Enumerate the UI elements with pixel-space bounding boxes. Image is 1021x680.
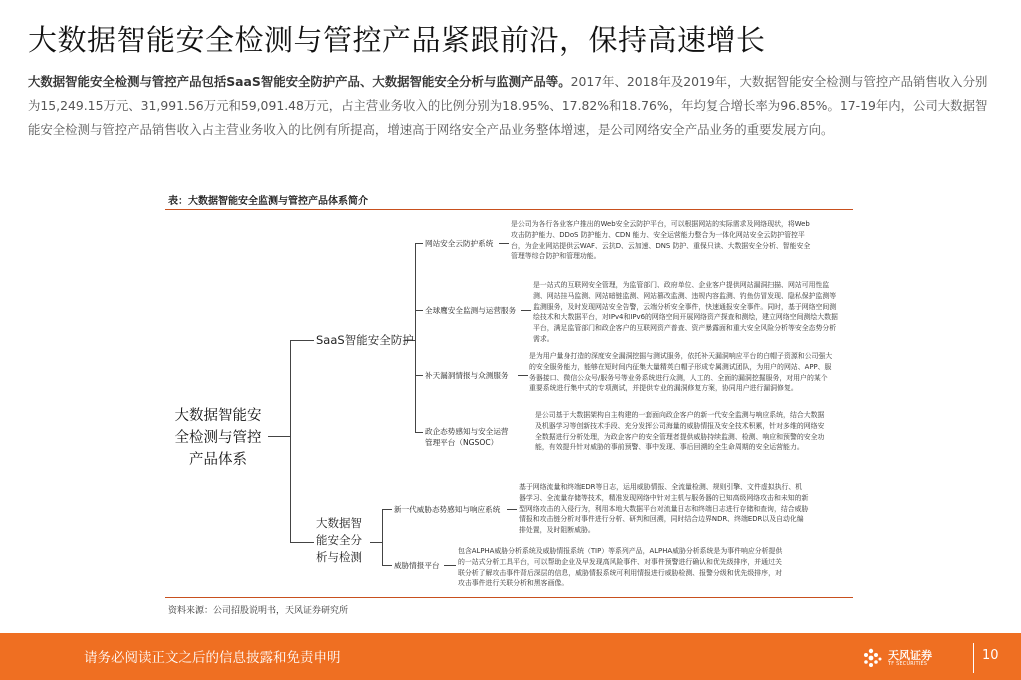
table-bottom-rule [165,597,853,598]
table-title: 表：大数据智能安全监测与管控产品体系简介 [168,196,368,207]
intro-paragraph [28,70,996,142]
table-top-rule [165,209,853,210]
desc-ngsoc: 是公司基于大数据架构自主构建的一套面向政企客户的新一代安全监测与响应系统，结合大数据及机器学习等创新技术手段、充分发挥公司海量的威胁情报及安全技术积累，针对多维的网络安全数据进行分析处理，为政企客户的安全管理者提供威胁持续监测、检测、响应和预警的安全功能，有效提升针对威胁的事前预警、事中发现、事后回溯的全生命周期的安全运营能力。 [535,411,825,452]
item-web-cloud-protection: 网站安全云防护系统 [425,239,494,248]
item-butian: 补天漏洞情报与众测服务 [425,371,509,380]
desc-global-eagle: 是一站式的互联网安全管理，为监管部门、政府单位、企业客户提供网站漏洞扫描、网站可用性监测、网站挂马监测、网站暗链监测、网站篡改监测、违规内容监测、钓鱼仿冒发现、隐私保护监测等监测服务，及时发现网站安全告警，云端分析安全事件，快速通报安全事件。同时，基于网络空间测绘技术和大数据平台，对IPv4和IPv6的网络空间开展网络资产探查和测绘，建立网络空间测绘大数据平台，满足监管部门和政企客户的互联网资产普查、资产暴露面和重大安全风险分析等安全态势分析需求。 [533,281,838,343]
intro-body: 2017年、2018年及2019年，大数据智能安全检测与管控产品销售收入分别为15,249.15万元、31,991.56万元和59,091.48万元，占主营业务收入的比例分别为18.95%、17.82%和18.76%，年均复合增长率为96.85%。17-19年内，公司大数据智能安全检测与管控产品销售收入占主营业务收入的比例有所提高，增速高于网络安全产品业务整体增速，是公司网络安全产品业务的重要发展方向。 [28,74,988,137]
desc-threat-awareness: 基于网络流量和终端EDR等日志，运用威胁情报、全流量检测、规则引擎、文件虚拟执行、机器学习、全流量存储等技术，精准发现网络中针对主机与服务器的已知高级网络攻击和未知的新型网络攻击的入侵行为，利用本地大数据平台对流量日志和终端日志进行存储和查询，结合威胁情报和攻击链分析对事件进行分析、研判和回溯，同时结合边界NDR、终端EDR以及自动化编排处置，及时阻断威胁。 [519,483,809,535]
group-bigdata: 大数据智能安全分析与检测 [316,516,362,564]
page-title: 大数据智能安全检测与管控产品紧跟前沿，保持高速增长 [28,23,766,57]
item-threat-awareness: 新一代威胁态势感知与响应系统 [394,505,501,514]
intro-bold-lead: 大数据智能安全检测与管控产品包括SaaS智能安全防护产品、大数据智能安全分析与监测产品等。 [28,74,571,89]
logo-name-cn: 天风证券 [888,649,932,662]
desc-butian: 是为用户量身打造的深度安全漏洞挖掘与测试服务，依托补天漏洞响应平台的白帽子资源和公司强大的安全服务能力，能够在短时间内征集大量精英白帽子形成专属测试团队，为用户的网站、APP、服务器接口、微信公众号/服务号等业务系统进行众测，人工的、全面的漏洞挖掘服务，对用户的某个重要系统进行集中式的专项测试，并提供专业的漏洞修复方案，协同用户进行漏洞修复。 [529,352,833,393]
logo-name-en: TF SECURITIES [888,662,928,667]
table-source: 资料来源：公司招股说明书，天风证券研究所 [168,606,349,616]
item-global-eagle: 全球鹰安全监测与运营服务 [425,306,517,315]
desc-web-cloud-protection: 是公司为各行各业客户推出的Web安全云防护平台，可以根据网站的实际需求及网络现状，将Web攻击防护能力、DDoS 防护能力、CDN 能力、安全运营能力整合为一体化网站安全云防护管控平台，为企业网站提供云WAF、云抗D、云加速、DNS 防护、重保只读、大数据安全分析、智能安全管理等综合防护和管理功能。 [511,220,811,261]
item-ngsoc: 政企态势感知与安全运营管理平台（NGSOC） [425,427,509,447]
tree-root: 大数据智能安全检测与管控产品体系 [174,408,262,468]
item-threat-intel: 威胁情报平台 [394,561,440,570]
desc-threat-intel: 包含ALPHA威胁分析系统及威胁情报系统（TIP）等系列产品，ALPHA威胁分析系统是为事件响应分析提供的一站式分析工具平台，可以帮助企业及早发现高风险事件、对事件预警进行确认和优先级排序，并通过关联分析了解攻击事件背后深层的信息，威胁情报系统可利用情报进行威胁检测、报警分级和优先级排序，对攻击事件进行关联分析和黑客画像。 [458,547,783,588]
group-saas: SaaS智能安全防护 [316,333,414,347]
disclaimer-link[interactable]: 请务必阅读正文之后的信息披露和免责申明 [84,650,341,666]
page-number-divider [973,643,974,673]
page-number: 10 [982,648,999,663]
